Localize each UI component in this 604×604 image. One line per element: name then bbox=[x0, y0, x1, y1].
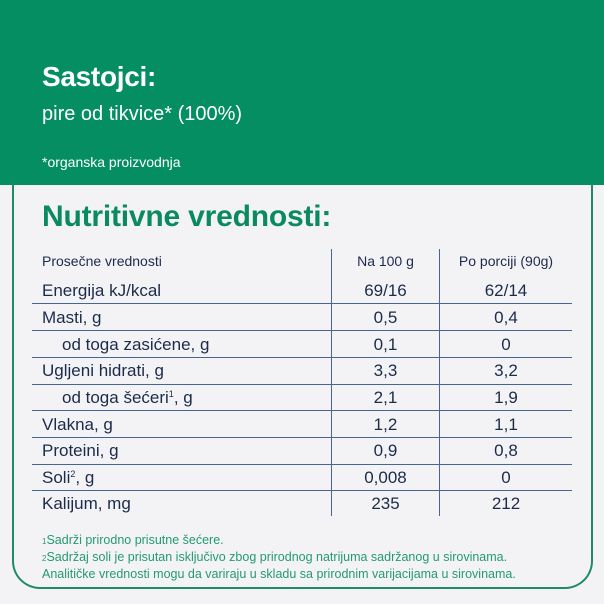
header-label: Prosečne vrednosti bbox=[42, 253, 162, 269]
row-label: Kalijum, mg bbox=[42, 494, 131, 513]
table-row-fiber bbox=[0, 412, 604, 438]
ingredients-header bbox=[0, 0, 604, 185]
table-row-potassium bbox=[0, 491, 604, 517]
footnote-ref: 2 bbox=[70, 469, 76, 479]
row-value-portion: 0 bbox=[501, 335, 511, 354]
footnote-text: Sadrži prirodno prisutne šećere. bbox=[46, 533, 224, 547]
row-label-wrap bbox=[62, 388, 193, 408]
ingredients-text: pire od tikvice* (100%) bbox=[42, 103, 243, 125]
table-row-fat bbox=[0, 305, 604, 331]
row-label: Proteini, g bbox=[42, 441, 119, 460]
footnotes bbox=[42, 532, 516, 583]
row-label: Vlakna, g bbox=[42, 415, 113, 434]
table-row-energy bbox=[0, 278, 604, 304]
header-per-portion: Po porciji (90g) bbox=[458, 253, 554, 269]
row-value-100g: 69/16 bbox=[364, 281, 407, 300]
row-label-suffix: , g bbox=[75, 468, 95, 487]
footnote-ref: 1 bbox=[168, 389, 174, 399]
header-per-100g: Na 100 g bbox=[357, 253, 414, 269]
footnote-2 bbox=[42, 549, 516, 566]
table-row-protein bbox=[0, 438, 604, 464]
table-row-salt bbox=[0, 465, 604, 491]
row-label: Masti, g bbox=[42, 308, 102, 327]
row-value-100g: 3,3 bbox=[373, 361, 398, 380]
table-header-row bbox=[0, 250, 604, 276]
row-label: Soli bbox=[42, 468, 71, 487]
footnote-text: Analitičke vrednosti mogu da variraju u skladu sa prirodnim varijacijama u sirovinama. bbox=[42, 567, 516, 581]
footnote-3 bbox=[42, 566, 516, 583]
table-row-saturated-fat bbox=[0, 332, 604, 358]
row-value-100g: 1,2 bbox=[373, 415, 398, 434]
footnote-marker: 1 bbox=[42, 537, 47, 546]
row-label: od toga šećeri bbox=[62, 388, 169, 407]
row-label: Energija kJ/kcal bbox=[42, 281, 162, 300]
row-label-wrap bbox=[42, 468, 94, 488]
row-value-portion: 212 bbox=[491, 494, 521, 513]
row-value-portion: 0,8 bbox=[494, 441, 518, 460]
ingredients-title: Sastojci: bbox=[42, 61, 157, 92]
organic-note: *organska proizvodnja bbox=[42, 154, 181, 170]
footnote-1 bbox=[42, 532, 516, 549]
table-row-sugars bbox=[0, 385, 604, 411]
row-value-portion: 1,9 bbox=[494, 388, 518, 407]
row-value-100g: 2,1 bbox=[373, 388, 398, 407]
footnote-marker: 2 bbox=[42, 554, 47, 563]
row-value-100g: 235 bbox=[371, 494, 400, 513]
footnote-text: Sadržaj soli je prisutan isključivo zbog prirodnog natrijuma sadržanog u sirovinama. bbox=[46, 550, 508, 564]
row-value-portion: 1,1 bbox=[494, 415, 518, 434]
row-value-100g: 0,1 bbox=[373, 335, 398, 354]
row-value-portion: 3,2 bbox=[494, 361, 518, 380]
row-value-100g: 0,5 bbox=[373, 308, 398, 327]
row-value-portion: 0,4 bbox=[494, 308, 518, 327]
row-value-portion: 62/14 bbox=[484, 281, 528, 300]
row-value-portion: 0 bbox=[501, 468, 511, 487]
row-label-suffix: , g bbox=[173, 388, 193, 407]
row-value-100g: 0,9 bbox=[373, 441, 398, 460]
row-label: od toga zasićene, g bbox=[62, 335, 210, 354]
row-label: Ugljeni hidrati, g bbox=[42, 361, 164, 380]
table-row-carbohydrates bbox=[0, 358, 604, 384]
row-value-100g: 0,008 bbox=[364, 468, 407, 487]
nutrition-title: Nutritivne vrednosti: bbox=[42, 200, 332, 233]
